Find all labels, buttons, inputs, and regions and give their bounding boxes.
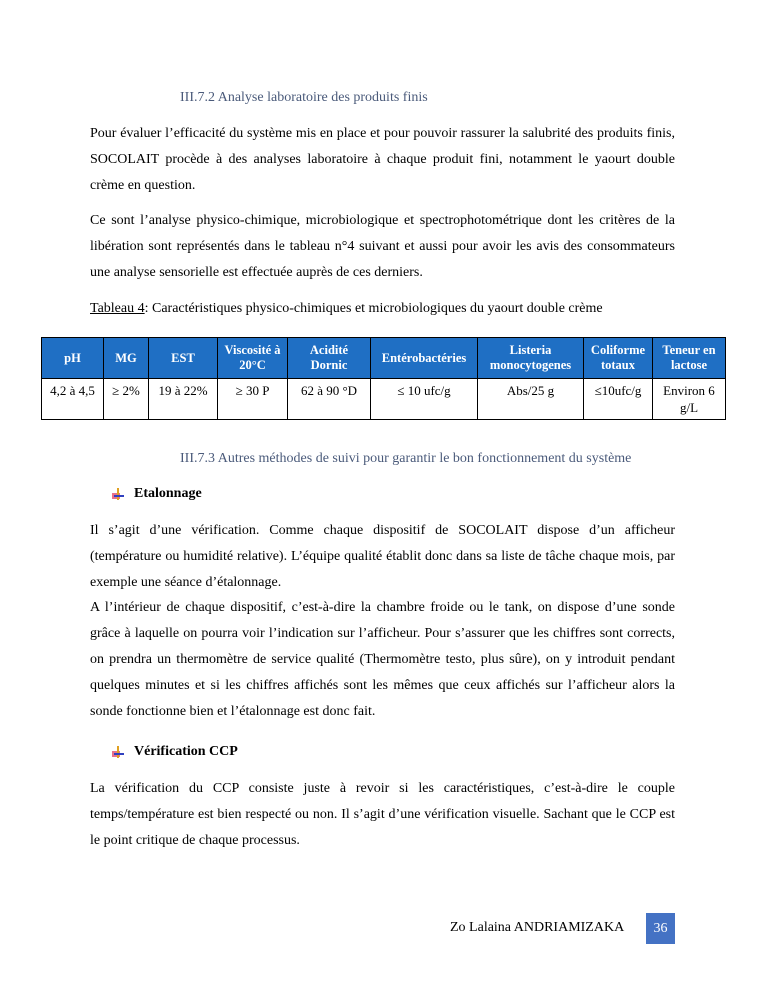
header-cell: pH	[42, 338, 104, 379]
table-caption	[90, 301, 603, 317]
paragraph: Ce sont l’analyse physico-chimique, microbiologique et spectrophotométrique dont les critères de la libération sont représentés dans le tableau n°4 suivant et aussi pour avoir les avis des consommateurs une analyse sensorielle est effectuée auprès de ces derniers.	[90, 213, 675, 280]
table-row	[42, 379, 726, 420]
table-cell: ≤ 10 ufc/g	[371, 379, 478, 420]
table-cell: 4,2 à 4,5	[42, 379, 104, 420]
caption-label: Tableau 4	[90, 301, 145, 316]
section-heading-372: III.7.2 Analyse laboratoire des produits finis	[180, 90, 428, 105]
bullet-icon	[112, 746, 124, 758]
table-cell: Environ 6 g/L	[653, 379, 726, 420]
paragraph: A l’intérieur de chaque dispositif, c’est-à-dire la chambre froide ou le tank, on dispose d’une sonde grâce à laquelle on pourra voir l’indication sur l’afficheur. Pour s’assurer que les chiffres sont corrects, on prendra un thermomètre de service qualité (Thermomètre testo, plus sûre), on y introduit pendant quelques minutes et si les chiffres affichés sont les mêmes que ceux affichés sur l’afficheur alors la sonde fonctionne bien et l’étalonnage est donc fait.	[90, 600, 675, 719]
table-cell: ≥ 2%	[104, 379, 149, 420]
paragraph: Pour évaluer l’efficacité du système mis en place et pour pouvoir rassurer la salubrité des produits finis, SOCOLAIT procède à des analyses laboratoire à chaque produit fini, notamment le yaourt double crème en question.	[90, 126, 675, 193]
paragraph: Il s’agit d’une vérification. Comme chaque dispositif de SOCOLAIT dispose d’un afficheur (température ou humidité relative). L’équipe qualité établit donc dans sa liste de tâche chaque mois, par exemple une séance d’étalonnage.	[90, 523, 675, 590]
bullet-label: Etalonnage	[134, 486, 202, 501]
header-cell: Coliforme totaux	[584, 338, 653, 379]
header-cell: MG	[104, 338, 149, 379]
bullet-verification-ccp	[112, 744, 238, 760]
characteristics-table	[41, 337, 726, 420]
section-heading-373: III.7.3 Autres méthodes de suivi pour garantir le bon fonctionnement du système	[180, 451, 632, 466]
table-cell: ≥ 30 P	[218, 379, 288, 420]
header-cell: Listeria monocytogenes	[478, 338, 584, 379]
header-cell: EST	[149, 338, 218, 379]
page-number: 36	[646, 913, 675, 944]
table-cell: 19 à 22%	[149, 379, 218, 420]
header-cell: Viscosité à 20°C	[218, 338, 288, 379]
footer-author: Zo Lalaina ANDRIAMIZAKA	[450, 920, 625, 935]
bullet-label: Vérification CCP	[134, 744, 238, 759]
header-cell: Entérobactéries	[371, 338, 478, 379]
table-cell: ≤10ufc/g	[584, 379, 653, 420]
bullet-etalonnage	[112, 486, 202, 502]
table-cell: 62 à 90 °D	[288, 379, 371, 420]
header-cell: Teneur en lactose	[653, 338, 726, 379]
caption-text: : Caractéristiques physico-chimiques et microbiologiques du yaourt double crème	[144, 301, 603, 316]
header-cell: Acidité Dornic	[288, 338, 371, 379]
paragraph: La vérification du CCP consiste juste à revoir si les caractéristiques, c’est-à-dire le couple temps/température est bien respecté ou non. Il s’agit d’une vérification visuelle. Sachant que le CCP est le point critique de chaque processus.	[90, 781, 675, 848]
table-header-row	[42, 338, 726, 379]
bullet-icon	[112, 488, 124, 500]
table-cell: Abs/25 g	[478, 379, 584, 420]
